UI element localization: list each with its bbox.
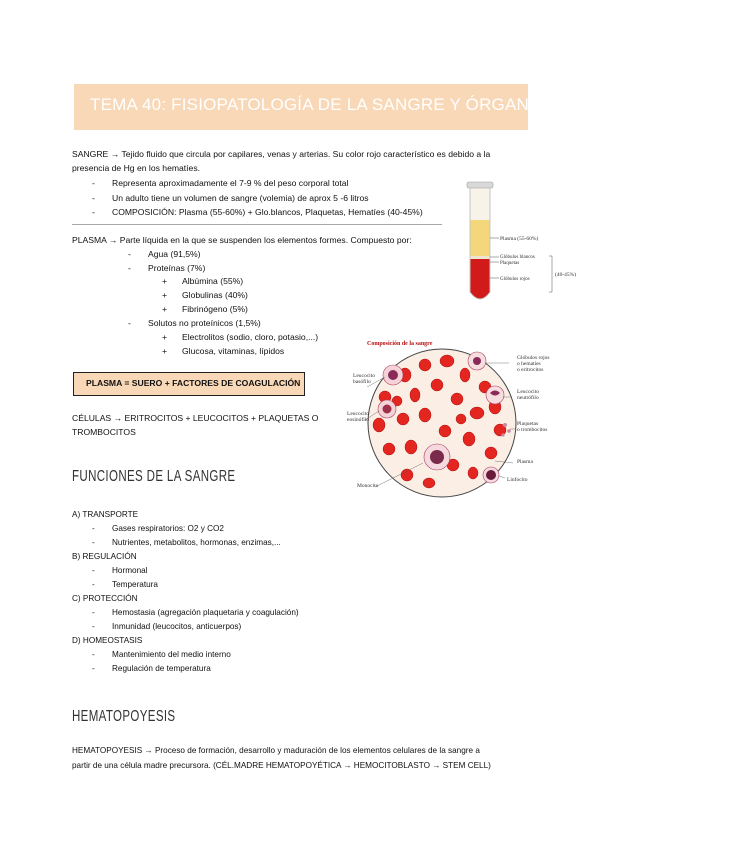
funcion-item: - Temperatura <box>92 580 158 589</box>
celulas-line2: TROMBOCITOS <box>72 427 136 437</box>
sangre-bullet: - Un adulto tiene un volumen de sangre (volemia) de aprox 5 -6 litros <box>92 193 369 203</box>
funcion-item: - Regulación de temperatura <box>92 664 211 673</box>
funcion-transporte: A) TRANSPORTE <box>72 510 139 519</box>
tube-label-blancos: Glóbulos blancos <box>500 255 535 260</box>
tube-label-plaquetas: Plaquetas <box>500 261 520 266</box>
section-heading-funciones: FUNCIONES DE LA SANGRE <box>72 468 236 485</box>
sangre-definition-line1: SANGRE → Tejido fluido que circula por capilares, venas y arterias. Su color rojo característico es debido a la <box>72 149 491 159</box>
plasma-item: - Agua (91,5%) <box>128 249 201 259</box>
section-heading-hematopoyesis: HEMATOPOYESIS <box>72 708 176 725</box>
tube-plasma-layer <box>471 220 490 256</box>
label-plasma: Plasma <box>517 459 533 465</box>
hematopoyesis-line1: HEMATOPOYESIS → Proceso de formación, desarrollo y maduración de los elementos celulares de la sangre a <box>72 746 480 755</box>
tube-label-percent: (40-45%) <box>555 272 577 278</box>
page-title: TEMA 40: FISIOPATOLOGÍA DE LA SANGRE Y ÓRGANOS HEMATOPOYÉTICOS <box>90 95 732 114</box>
tube-buffy-layer <box>471 256 490 259</box>
sangre-bullet: - Representa aproximadamente el 7-9 % del peso corporal total <box>92 178 349 188</box>
celulas-line1: CÉLULAS → ERITROCITOS + LEUCOCITOS + PLAQUETAS O <box>72 413 319 423</box>
plasma-subitem: + Electrolitos (sodio, cloro, potasio,...) <box>162 332 319 342</box>
tube-label-plasma: Plasma (55-60%) <box>500 236 539 242</box>
label-leucocito-basofilo: Leucocito basófilo <box>353 373 375 385</box>
label-leucocito-neutrofilo: Leucocito neutrófilo <box>517 389 539 401</box>
label-leucocito-basofilo-2: basófilo <box>353 379 371 385</box>
funcion-item: - Nutrientes, metabolitos, hormonas, enzimas,... <box>92 538 281 547</box>
plasma-subitem: + Globulinas (40%) <box>162 290 248 300</box>
plasma-item: - Solutos no proteínicos (1,5%) <box>128 318 261 328</box>
divider <box>72 224 442 225</box>
tube-rim <box>467 182 493 188</box>
funcion-proteccion: C) PROTECCIÓN <box>72 594 138 603</box>
label-globulos-rojos: Glóbulos rojos o hematíes o eritrocitos <box>517 355 550 373</box>
sangre-bullet: - COMPOSICIÓN: Plasma (55-60%) + Glo.blancos, Plaquetas, Hematíes (40-45%) <box>92 207 423 217</box>
label-plaquetas: Plaquetas o trombocitos <box>517 421 548 433</box>
plasma-item: - Proteínas (7%) <box>128 263 206 273</box>
composicion-title: Composición de la sangre <box>367 341 433 347</box>
tube-label-rojos: Glóbulos rojos <box>500 277 530 282</box>
tube-red-layer <box>471 259 490 299</box>
funcion-regulacion: B) REGULACIÓN <box>72 552 137 561</box>
sangre-definition-line2: presencia de Hg en los hematíes. <box>72 163 201 173</box>
plasma-subitem: + Fibrinógeno (5%) <box>162 304 248 314</box>
plasma-formula: PLASMA = SUERO + FACTORES DE COAGULACIÓN <box>86 378 301 388</box>
hematopoyesis-line2: partir de una célula madre precursora. (CÉL.MADRE HEMATOPOYÉTICA → HEMOCITOBLASTO → STEM CELL) <box>72 761 491 770</box>
funcion-item: - Hemostasia (agregación plaquetaria y coagulación) <box>92 608 299 617</box>
funcion-homeostasis: D) HOMEOSTASIS <box>72 636 143 645</box>
blood-composition-figure <box>345 335 580 500</box>
funcion-item: - Inmunidad (leucocitos, anticuerpos) <box>92 622 242 631</box>
label-linfocito: Linfocito <box>507 477 528 483</box>
plasma-subitem: + Glucosa, vitaminas, lípidos <box>162 346 285 356</box>
plasma-definition: PLASMA → Parte líquida en la que se suspenden los elementos formes. Compuesto por: <box>72 235 412 245</box>
label-monocito: Monocito <box>357 483 379 489</box>
plasma-subitem: + Albúmina (55%) <box>162 276 244 286</box>
funcion-item: - Hormonal <box>92 566 148 575</box>
funcion-item: - Gases respiratorios: O2 y CO2 <box>92 524 224 533</box>
test-tube-figure <box>455 180 595 310</box>
label-leucocito-eosinofilo: Leucocito eosinófilo <box>347 411 369 423</box>
funcion-item: - Mantenimiento del medio interno <box>92 650 231 659</box>
